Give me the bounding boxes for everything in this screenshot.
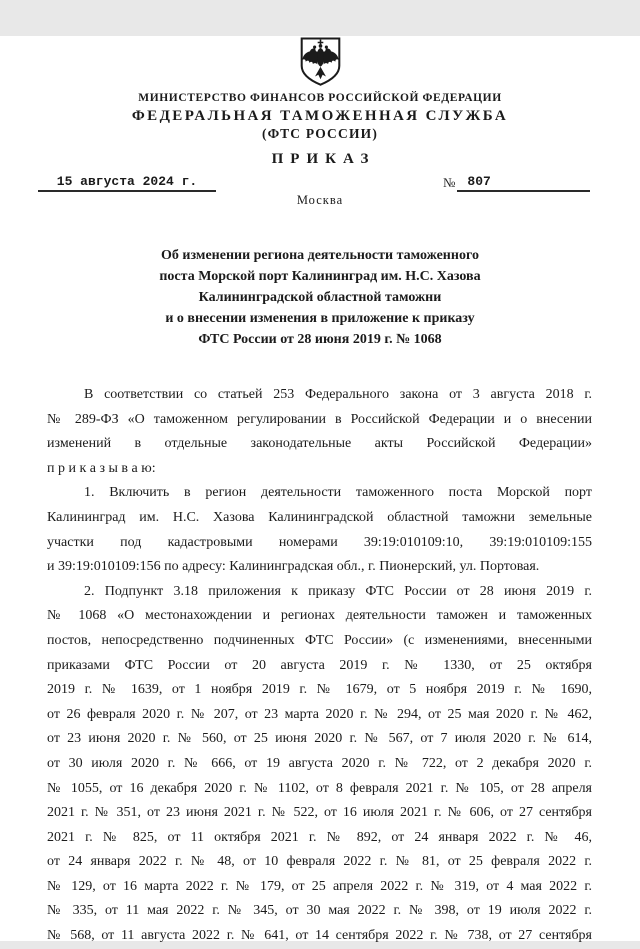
body-line: п р и к а з ы в а ю: [47,460,156,476]
body-line: приказами ФТС России от 20 августа 2019 г. № 1330, от 25 октября [47,657,592,673]
document-page [0,36,640,944]
body-line: от 30 июля 2020 г. № 666, от 19 августа 2020 г. № 722, от 2 декабря 2020 г. [47,755,592,771]
body-line: № 335, от 11 мая 2022 г. № 345, от 30 мая 2022 г. № 398, от 19 июля 2022 г. [47,903,592,919]
body-line: участки под кадастровыми номерами 39:19:010109:10, 39:19:010109:155 [47,534,592,550]
body-line: № 1068 «О местонахождении и регионах деятельности таможен и таможенных [47,608,592,624]
ministry-name: МИНИСТЕРСТВО ФИНАНСОВ РОССИЙСКОЙ ФЕДЕРАЦИИ [138,92,502,104]
body-line: 2. Подпункт 3.18 приложения к приказу ФТС России от 28 июня 2019 г. [84,583,592,599]
title-line: поста Морской порт Калининград им. Н.С. Хазова [159,269,481,284]
body-line: от 26 февраля 2020 г. № 207, от 23 марта 2020 г. № 294, от 25 мая 2020 г. № 462, [47,706,592,722]
body-line: 2021 г. № 825, от 11 октября 2021 г. № 892, от 24 января 2022 г. № 46, [47,829,592,845]
body-line: изменений в отдельные законодательные акты Российской Федерации» [47,436,592,452]
document-date: 15 августа 2024 г. [38,174,216,192]
date-number-row [0,173,640,192]
paragraph [47,383,592,481]
body-line: № 129, от 16 марта 2022 г. № 179, от 25 апреля 2022 г. № 319, от 4 мая 2022 г. [47,878,592,894]
body-line: Калининград им. Н.С. Хазова Калининградской областной таможни земельные [47,509,592,525]
document-type-heading: ПРИКАЗ [271,151,376,167]
document-number: 807 [457,174,590,192]
body-line: 1. Включить в регион деятельности таможенного поста Морской порт [84,485,592,501]
russian-coat-of-arms-icon [297,36,344,88]
paragraph [47,481,592,579]
body-line: В соответствии со статьей 253 Федерального закона от 3 августа 2018 г. [84,387,592,402]
paragraph [47,580,592,949]
body-line: № 568, от 11 августа 2022 г. № 641, от 14 сентября 2022 г. № 738, от 27 сентября [47,928,592,944]
document-number-field [443,174,590,192]
city-label: Москва [296,193,344,207]
title-line: и о внесении изменения в приложение к приказу [165,311,475,326]
body-line: от 24 января 2022 г. № 48, от 10 февраля 2022 г. № 81, от 25 февраля 2022 г. [47,854,592,870]
body-line: постов, непосредственно подчиненных ФТС России» (с изменениями, внесенными [47,632,592,648]
body-line: от 23 июня 2020 г. № 560, от 25 июня 2020 г. № 567, от 7 июля 2020 г. № 614, [47,731,592,747]
agency-abbreviation: (ФТС РОССИИ) [261,126,379,141]
number-sign: № [443,175,456,190]
body-line: 2019 г. № 1639, от 1 ноября 2019 г. № 1679, от 5 ноября 2019 г. № 1690, [47,682,592,698]
body-line: № 1055, от 16 декабря 2020 г. № 1102, от 8 февраля 2021 г. № 105, от 28 апреля [47,780,592,796]
agency-name: ФЕДЕРАЛЬНАЯ ТАМОЖЕННАЯ СЛУЖБА [131,108,509,124]
body-line: и 39:19:010109:156 по адресу: Калининградская обл., г. Пионерский, ул. Портовая. [47,559,540,575]
title-line: Об изменении региона деятельности таможенного [161,248,479,263]
body-line: 2021 г. № 351, от 23 июня 2021 г. № 522, от 16 июля 2021 г. № 606, от 27 сентября [47,805,592,821]
body-line: № 289-ФЗ «О таможенном регулировании в Российской Федерации и о внесении [47,411,592,427]
document-title [0,245,640,350]
title-line: Калининградской областной таможни [198,290,442,305]
title-line: ФТС России от 28 июня 2019 г. № 1068 [198,332,442,347]
document-body [0,383,640,949]
